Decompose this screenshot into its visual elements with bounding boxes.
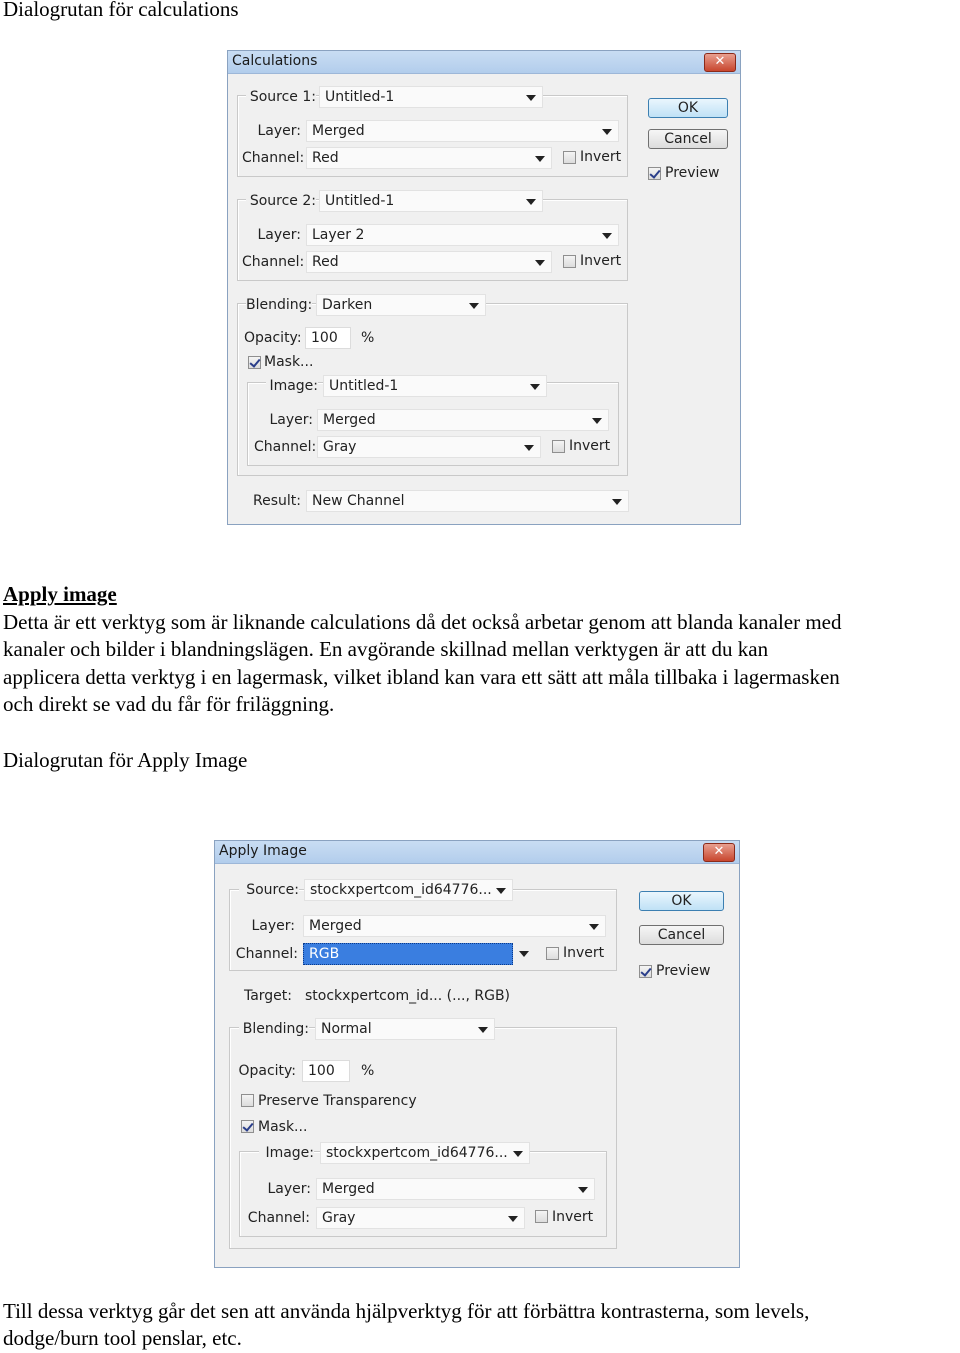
chevron-down-icon (496, 888, 506, 894)
chevron-down-icon (602, 233, 612, 239)
preview-checkbox[interactable] (648, 167, 661, 180)
chevron-down-icon (530, 384, 540, 390)
blending-select[interactable] (315, 1018, 495, 1040)
source1-label: Source 1: (246, 89, 316, 105)
invert1-label: Invert (580, 149, 622, 165)
chevron-down-icon (592, 418, 602, 424)
close-button[interactable]: ✕ (703, 843, 735, 862)
channel-label: Channel: (235, 946, 298, 962)
layer2-value: Layer 2 (312, 227, 365, 243)
opacity-input[interactable] (305, 327, 351, 349)
preserve-transparency-label: Preserve Transparency (258, 1093, 417, 1109)
chevron-down-icon (578, 1187, 588, 1193)
opacity-label: Opacity: (238, 1063, 296, 1079)
mask-channel-select[interactable] (316, 1207, 525, 1229)
source1-select[interactable] (319, 86, 543, 108)
channel1-label: Channel: (242, 150, 305, 166)
source-label: Source: (239, 882, 299, 898)
paragraph-line: applicera detta verktyg i en lagermask, vilket ibland kan vara ett sätt att måla tillbaka i lagermasken (3, 665, 840, 689)
chevron-down-icon (612, 499, 622, 505)
blending-value: Darken (322, 297, 373, 313)
layer-select[interactable] (303, 915, 606, 937)
chevron-down-icon (513, 1151, 523, 1157)
opacity-value: 100 (311, 330, 338, 346)
mask-label: Mask... (264, 354, 314, 370)
apply-image-dialog (214, 840, 740, 1268)
ok-button[interactable]: OK (648, 98, 728, 118)
source2-select[interactable] (319, 190, 543, 212)
caption-apply-image: Dialogrutan för Apply Image (3, 748, 248, 772)
opacity-unit: % (361, 1063, 375, 1079)
blending-value: Normal (321, 1021, 372, 1037)
channel-highlight (303, 943, 513, 965)
chevron-down-icon (602, 129, 612, 135)
invert2-checkbox[interactable] (563, 255, 576, 268)
image-value: Untitled-1 (329, 378, 399, 394)
invert-checkbox[interactable] (546, 947, 559, 960)
channel1-value: Red (312, 150, 339, 166)
image-value: stockxpertcom_id64776... (326, 1145, 508, 1161)
mask-layer-label: Layer: (269, 412, 313, 428)
opacity-value: 100 (308, 1063, 335, 1079)
footer-line: dodge/burn tool penslar, etc. (3, 1326, 242, 1350)
image-label: Image: (259, 1145, 314, 1161)
layer1-label: Layer: (257, 123, 301, 139)
chevron-down-icon (526, 199, 536, 205)
preview-label: Preview (665, 165, 720, 181)
preview-label: Preview (656, 963, 711, 979)
target-label: Target: (243, 988, 292, 1004)
chevron-down-icon (469, 303, 479, 309)
channel2-value: Red (312, 254, 339, 270)
calculations-dialog (227, 50, 741, 525)
mask-channel-value: Gray (323, 439, 357, 455)
chevron-down-icon (524, 445, 534, 451)
layer1-value: Merged (312, 123, 365, 139)
result-value: New Channel (312, 493, 405, 509)
chevron-down-icon (535, 156, 545, 162)
source2-value: Untitled-1 (325, 193, 395, 209)
dialog-title: Apply Image (219, 843, 307, 859)
footer-line: Till dessa verktyg går det sen att använda hjälpverktyg för att förbättra kontrasterna, som levels, (3, 1299, 810, 1323)
layer2-label: Layer: (257, 227, 301, 243)
mask-layer-value: Merged (322, 1181, 375, 1197)
mask-invert-checkbox[interactable] (535, 1210, 548, 1223)
mask-channel-label: Channel: (254, 439, 317, 455)
opacity-unit: % (361, 330, 375, 346)
dialog-title: Calculations (232, 53, 318, 69)
blending-select[interactable] (316, 294, 486, 316)
blending-label: Blending: (246, 297, 313, 313)
mask-invert-label: Invert (552, 1209, 594, 1225)
result-select[interactable] (306, 490, 629, 512)
image-label: Image: (266, 378, 318, 394)
mask-checkbox[interactable] (241, 1120, 254, 1133)
chevron-down-icon (508, 1216, 518, 1222)
chevron-down-icon (535, 260, 545, 266)
chevron-down-icon (519, 951, 529, 957)
layer-label: Layer: (251, 918, 295, 934)
paragraph-line: kanaler och bilder i blandningslägen. En avgörande skillnad mellan verktygen är att du kan (3, 637, 769, 661)
mask-layer-label: Layer: (267, 1181, 311, 1197)
mask-layer-select[interactable] (317, 409, 609, 431)
cancel-button[interactable]: Cancel (639, 925, 724, 945)
mask-layer-value: Merged (323, 412, 376, 428)
ok-button[interactable]: OK (639, 891, 724, 911)
channel2-select[interactable] (306, 251, 552, 273)
source1-value: Untitled-1 (325, 89, 395, 105)
mask-invert-checkbox[interactable] (552, 440, 565, 453)
layer1-select[interactable] (306, 120, 619, 142)
target-value: stockxpertcom_id... (..., RGB) (305, 988, 511, 1004)
image-select[interactable] (320, 1142, 530, 1164)
preview-checkbox[interactable] (639, 965, 652, 978)
paragraph-line: och direkt se vad du får för friläggning. (3, 692, 335, 716)
source-select[interactable] (304, 879, 513, 901)
invert1-checkbox[interactable] (563, 151, 576, 164)
invert2-label: Invert (580, 253, 622, 269)
result-label: Result: (253, 493, 301, 509)
opacity-input[interactable] (302, 1060, 350, 1082)
mask-channel-select[interactable] (317, 436, 541, 458)
close-button[interactable]: ✕ (704, 53, 736, 72)
channel2-label: Channel: (242, 254, 305, 270)
mask-channel-label: Channel: (247, 1210, 310, 1226)
section-heading: Apply image (3, 582, 117, 606)
channel-value: RGB (309, 946, 340, 962)
layer-value: Merged (309, 918, 362, 934)
opacity-label: Opacity: (244, 330, 302, 346)
chevron-down-icon (478, 1027, 488, 1033)
blending-label: Blending: (239, 1021, 309, 1037)
invert-label: Invert (563, 945, 605, 961)
chevron-down-icon (526, 95, 536, 101)
source2-label: Source 2: (246, 193, 316, 209)
channel-select[interactable] (303, 943, 535, 965)
channel1-select[interactable] (306, 147, 552, 169)
titlebar (215, 841, 739, 864)
mask-checkbox[interactable] (248, 356, 261, 369)
mask-channel-value: Gray (322, 1210, 356, 1226)
mask-invert-label: Invert (569, 438, 611, 454)
titlebar (228, 51, 740, 74)
image-select[interactable] (323, 375, 547, 397)
mask-label: Mask... (258, 1119, 308, 1135)
mask-layer-select[interactable] (316, 1178, 595, 1200)
paragraph-line: Detta är ett verktyg som är liknande calculations då det också arbetar genom att blanda kanaler med (3, 610, 842, 634)
layer2-select[interactable] (306, 224, 619, 246)
chevron-down-icon (589, 924, 599, 930)
source-value: stockxpertcom_id64776... (310, 882, 492, 898)
cancel-button[interactable]: Cancel (648, 129, 728, 149)
caption-calculations: Dialogrutan för calculations (3, 0, 239, 21)
preserve-transparency-checkbox[interactable] (241, 1094, 254, 1107)
